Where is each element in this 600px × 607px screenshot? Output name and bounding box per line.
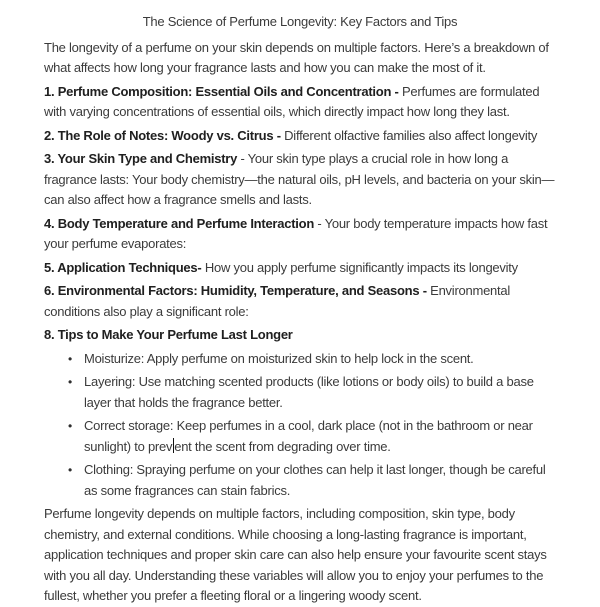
section-8-paragraph[interactable] <box>44 325 556 346</box>
section-6-heading: 6. Environmental Factors: Humidity, Temperature, and Seasons - <box>44 283 427 298</box>
section-1-heading: 1. Perfume Composition: Essential Oils and Concentration - <box>44 83 399 99</box>
tip-layering-text: Layering: Use matching scented products (like lotions or body oils) to build a base layer that holds the fragrance better. <box>84 374 534 410</box>
section-2-paragraph[interactable] <box>44 126 556 147</box>
section-8-heading: 8. Tips to Make Your Perfume Last Longer <box>44 327 293 342</box>
tip-storage-text-after-caret: ent the scent from degrading over time. <box>174 438 391 454</box>
section-6-body: Environmental conditions also play a significant role: <box>44 283 511 319</box>
tip-storage-text-before-caret: Correct storage: Keep perfumes in a cool, dark place (not in the bathroom or near sunlight) to prev <box>84 418 533 454</box>
section-5-body: How you apply perfume significantly impacts its longevity <box>204 259 518 275</box>
section-4-paragraph[interactable] <box>44 214 556 255</box>
tips-list <box>44 349 556 502</box>
section-5-heading: 5. Application Techniques- <box>44 259 202 275</box>
tip-moisturize-text: Moisturize: Apply perfume on moisturized skin to help lock in the scent. <box>84 350 474 366</box>
tip-clothing[interactable] <box>44 460 556 501</box>
section-2-heading: 2. The Role of Notes: Woody vs. Citrus - <box>44 127 281 143</box>
section-4-heading: 4. Body Temperature and Perfume Interaction <box>44 215 315 231</box>
section-3-heading: 3. Your Skin Type and Chemistry <box>44 151 238 166</box>
section-4-body: - Your body temperature impacts how fast your perfume evaporates: <box>44 215 548 251</box>
document-title[interactable]: The Science of Perfume Longevity: Key Factors and Tips <box>142 14 458 29</box>
section-3-body: - Your skin type plays a crucial role in how long a fragrance lasts: Your body chemistry—the natural oils, pH levels, and bacteria on your skin—can also affect how a fragrance smells and lasts. <box>44 151 555 207</box>
section-5-paragraph[interactable] <box>44 258 556 279</box>
section-3-paragraph[interactable] <box>44 149 556 211</box>
section-1-body: Perfumes are formulated with varying concentrations of essential oils, which directly impact how long they last. <box>44 83 540 119</box>
tip-moisturize[interactable] <box>44 349 556 370</box>
section-1-paragraph[interactable] <box>44 82 556 123</box>
tip-layering[interactable] <box>44 372 556 413</box>
bullet-icon: • <box>68 463 72 477</box>
bullet-icon: • <box>68 419 72 433</box>
bullet-icon: • <box>68 351 72 366</box>
intro-paragraph[interactable]: The longevity of a perfume on your skin depends on multiple factors. Here’s a breakdown of what affects how long your fragrance lasts and how you can make the most of it. <box>44 39 549 75</box>
bullet-icon: • <box>68 375 72 389</box>
conclusion-paragraph[interactable]: Perfume longevity depends on multiple factors, including composition, skin type, body chemistry, and external conditions. While choosing a long-lasting fragrance is important, application techniques and proper skin care can also help ensure your favourite scent stays with you all day. Understanding these variables will allow you to enjoy your perfumes to the fullest, whether you prefer a fleeting floral or a lingering woody scent. <box>44 506 547 603</box>
tip-storage-text <box>84 418 533 454</box>
section-6-paragraph[interactable] <box>44 281 556 322</box>
tip-clothing-text: Clothing: Spraying perfume on your clothes can help it last longer, though be careful as some fragrances can stain fabrics. <box>84 462 546 498</box>
tip-storage[interactable] <box>44 416 556 457</box>
section-2-body: Different olfactive families also affect longevity <box>284 127 538 143</box>
